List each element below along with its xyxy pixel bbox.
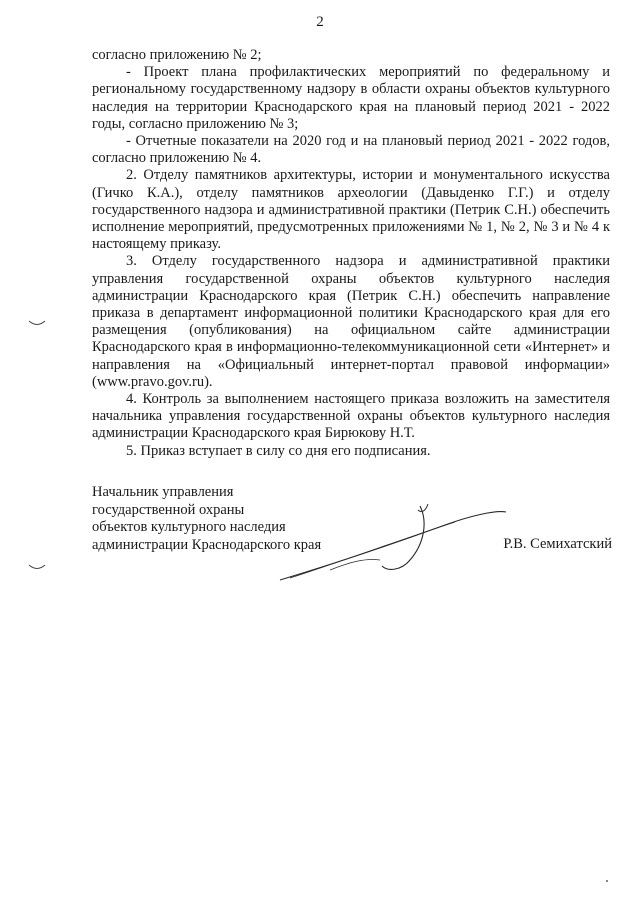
- paragraph-continuation: согласно приложению № 2;: [92, 47, 262, 63]
- binding-mark-icon: [28, 562, 46, 572]
- signatory-title-line: государственной охраны: [92, 501, 245, 518]
- paragraph-item-2: 2. Отделу памятников архитектуры, истории и монументального искусства (Гичко К.А.), отделу памятников археологии (Давыденко Г.Г.) и отделу государственного надзора и административной практики (Петрик С.Н.) обеспечить исполнение мероприятий, предусмотренных приложениями № 1, № 2, № 3 и № 4 к настоящему приказу.: [92, 167, 610, 253]
- paragraph-item-4: 4. Контроль за выполнением настоящего приказа возложить на заместителя начальника управления государственной охраны объектов культурного наследия администрации Краснодарского края Бирюкову Н.Т.: [92, 391, 610, 442]
- handwritten-signature: [270, 500, 510, 590]
- signatory-name: Р.В. Семихатский: [503, 536, 612, 552]
- document-body: [92, 47, 610, 460]
- signatory-title-line: объектов культурного наследия: [92, 519, 286, 535]
- page-number: 2: [316, 14, 324, 30]
- paragraph-item-5: 5. Приказ вступает в силу со дня его подписания.: [126, 442, 431, 459]
- paragraph-item-3: 3. Отделу государственного надзора и административной практики управления государственной охраны объектов культурного наследия администрации Краснодарского края (Петрик С.Н.) обеспечить направление приказа в департамент информационной политики Краснодарского края для его размещения (опубликования) на официальном сайте администрации Краснодарского края в информационно-телекоммуникационной сети «Интернет» и направления на «Официальный интернет-портал правовой информации» (www.pravo.gov.ru).: [92, 253, 610, 390]
- scan-artifact: [606, 880, 608, 882]
- binding-mark-icon: [28, 318, 46, 328]
- signatory-title-line: Начальник управления: [92, 484, 234, 500]
- paragraph-appendix-4: - Отчетные показатели на 2020 год и на плановый период 2021 - 2022 годов, согласно приложению № 4.: [92, 133, 610, 167]
- signatory-title-line: администрации Краснодарского края: [92, 536, 322, 553]
- paragraph-appendix-3: - Проект плана профилактических мероприятий по федеральному и региональному государственному надзору в области охраны объектов культурного наследия на территории Краснодарского края на плановый период 2021 - 2022 годы, согласно приложению № 3;: [92, 64, 610, 132]
